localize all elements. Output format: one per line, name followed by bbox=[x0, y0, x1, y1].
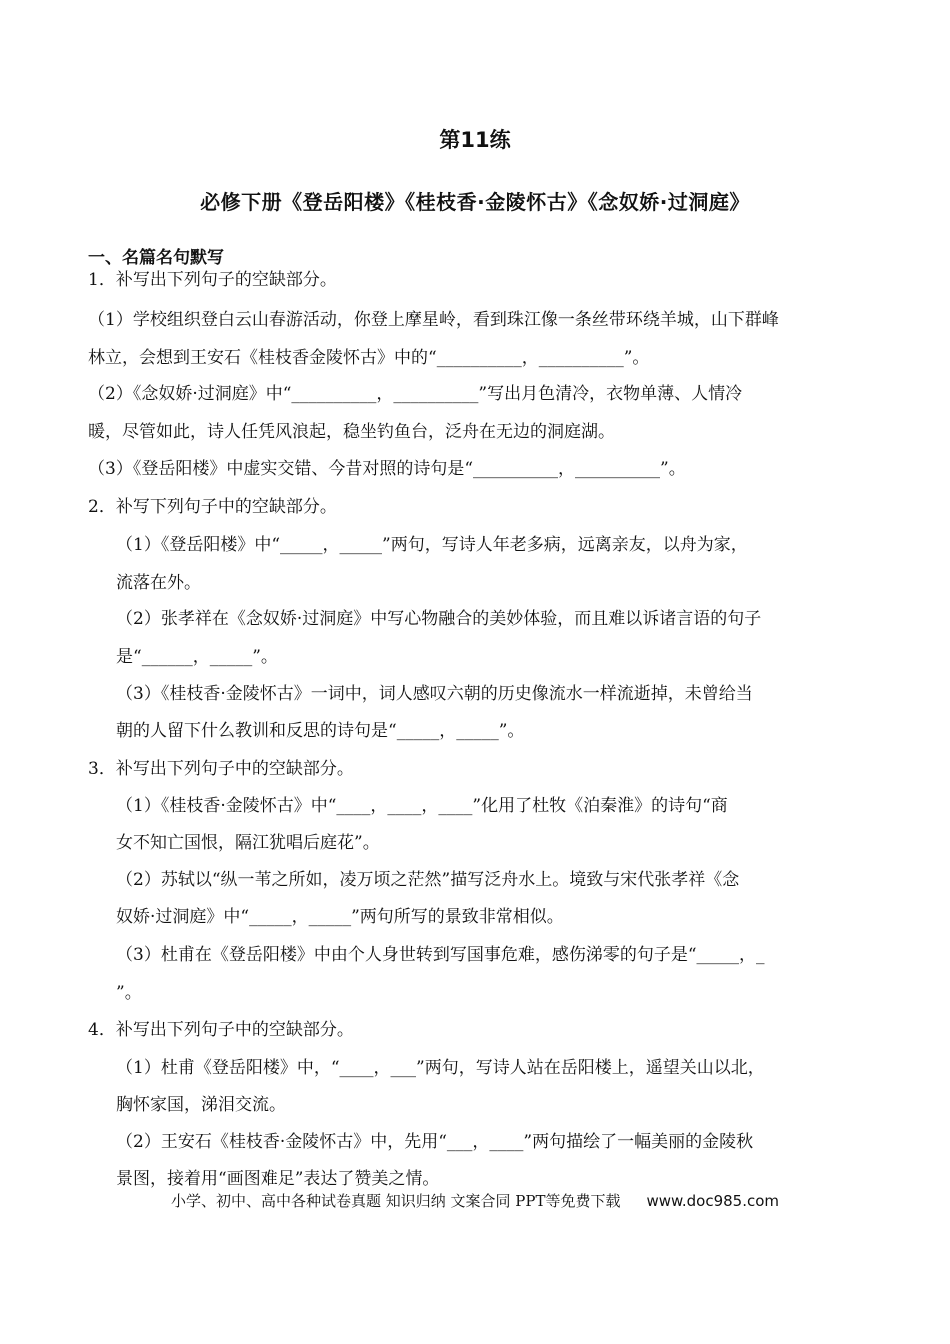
page-title: 第11练 bbox=[439, 128, 511, 152]
text-line: （3）《登岳阳楼》中虚实交错、今昔对照的诗句是“__________，__________”。 bbox=[88, 459, 686, 479]
text-line: （3）《桂枝香·金陵怀古》一词中，词人感叹六朝的历史像流水一样流逝掉，未曾给当 bbox=[116, 684, 753, 704]
text-line: 奴娇·过洞庭》中“_____，_____”两句所写的景致非常相似。 bbox=[116, 907, 564, 927]
text-line: 3．补写出下列句子中的空缺部分。 bbox=[88, 759, 354, 779]
text-line: （1）《桂枝香·金陵怀古》中“____，____，____”化用了杜牧《泊秦淮》的诗句“商 bbox=[116, 796, 728, 816]
text-line: （3）杜甫在《登岳阳楼》中由个人身世转到写国事危难，感伤涕零的句子是“_____，_ bbox=[116, 945, 765, 965]
text-line: 4．补写出下列句子中的空缺部分。 bbox=[88, 1020, 354, 1040]
text-line: （1）学校组织登白云山春游活动，你登上摩星岭，看到珠江像一条丝带环绕羊城，山下群峰 bbox=[88, 310, 779, 330]
page-subtitle: 必修下册《登岳阳楼》《桂枝香·金陵怀古》《念奴娇·过洞庭》 bbox=[200, 190, 750, 214]
text-line: 朝的人留下什么教训和反思的诗句是“_____，_____”。 bbox=[116, 721, 525, 741]
text-line: （2）张孝祥在《念奴娇·过洞庭》中写心物融合的美妙体验，而且难以诉诸言语的句子 bbox=[116, 609, 762, 629]
section-heading: 一、名篇名句默写 bbox=[88, 248, 224, 268]
text-line: 女不知亡国恨，隔江犹唱后庭花”。 bbox=[116, 833, 380, 853]
text-line: 暖，尽管如此，诗人任凭风浪起，稳坐钓鱼台，泛舟在无边的洞庭湖。 bbox=[88, 422, 615, 442]
footer bbox=[0, 1190, 950, 1211]
text-line: （1）杜甫《登岳阳楼》中，“____，___”两句，写诗人站在岳阳楼上，遥望关山以北， bbox=[116, 1058, 765, 1078]
text-line: （1）《登岳阳楼》中“_____，_____”两句，写诗人年老多病，远离亲友，以舟为家， bbox=[116, 535, 748, 555]
text-line: 胸怀家国，涕泪交流。 bbox=[116, 1095, 286, 1115]
text-line: 2．补写下列句子中的空缺部分。 bbox=[88, 497, 337, 517]
text-line: 1．补写出下列句子的空缺部分。 bbox=[88, 270, 337, 290]
text-line: 景图，接着用“画图难足”表达了赞美之情。 bbox=[116, 1169, 440, 1189]
text-line: 是“______，_____”。 bbox=[116, 647, 278, 667]
text-line: （2）王安石《桂枝香·金陵怀古》中，先用“___，____”两句描绘了一幅美丽的金陵秋 bbox=[116, 1132, 754, 1152]
text-line: （2）苏轼以“纵一苇之所如，凌万顷之茫然”描写泛舟水上。境致与宋代张孝祥《念 bbox=[116, 870, 740, 890]
text-line: 林立，会想到王安石《桂枝香金陵怀古》中的“__________，__________”。 bbox=[88, 348, 650, 368]
text-line: 流落在外。 bbox=[116, 573, 201, 593]
footer-site-link[interactable]: www.doc985.com bbox=[646, 1192, 780, 1210]
footer-text: 小学、初中、高中各种试卷真题 知识归纳 文案合同 PPT等免费下载 bbox=[170, 1192, 621, 1210]
text-line: （2）《念奴娇·过洞庭》中“__________，__________”写出月色清冷，衣物单薄、人情冷 bbox=[88, 384, 743, 404]
text-line: ”。 bbox=[116, 983, 142, 1003]
